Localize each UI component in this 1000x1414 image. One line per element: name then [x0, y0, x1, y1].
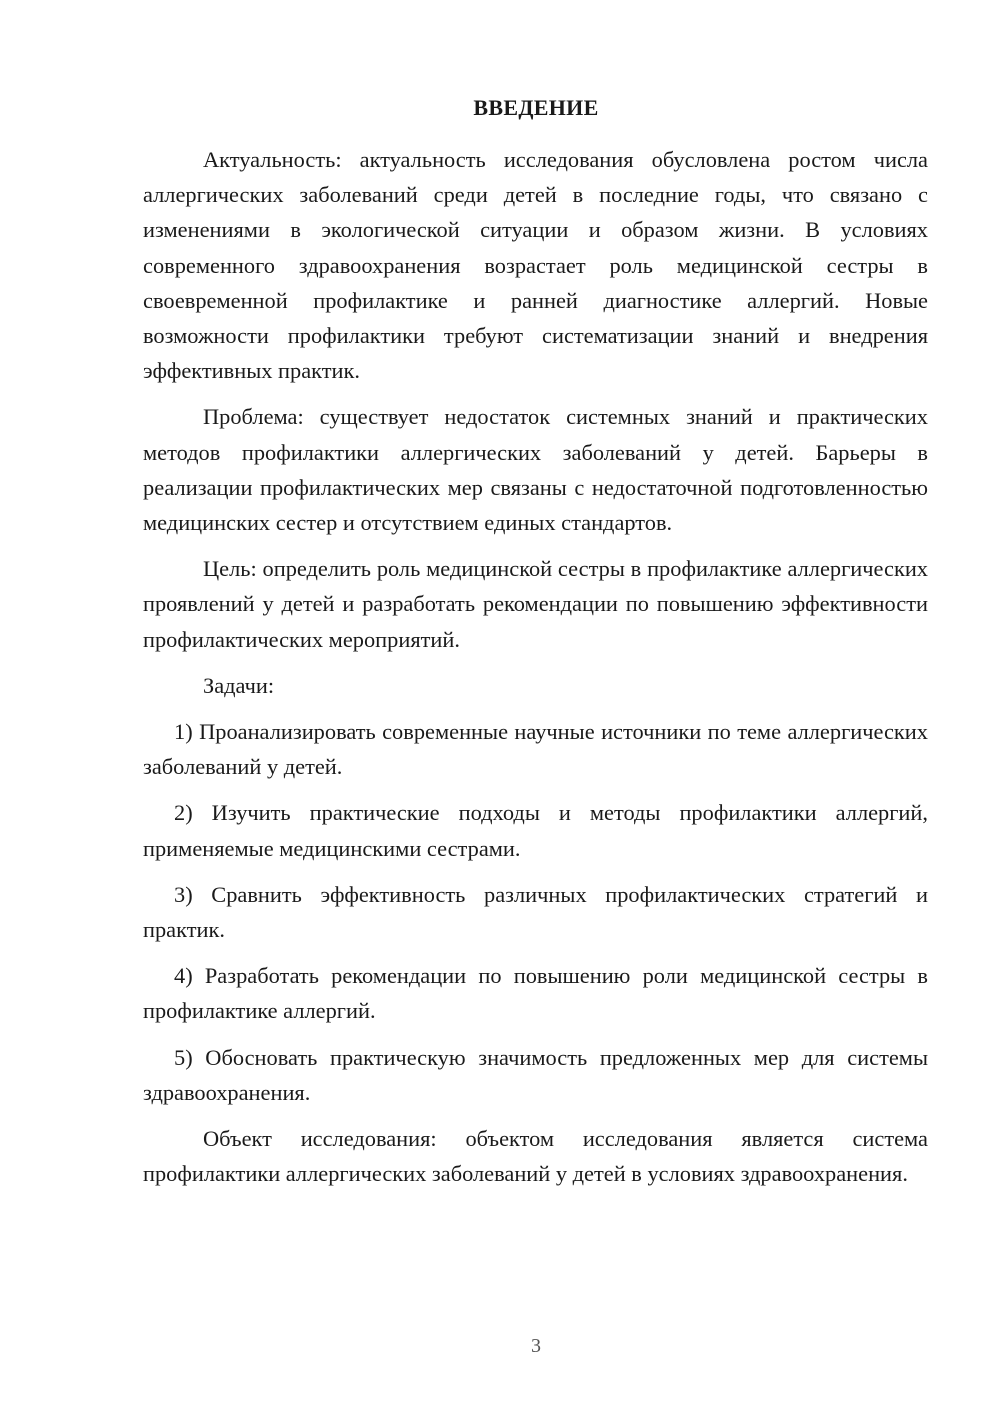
paragraph-problem: Проблема: существует недостаток системных знаний и практических методов профилактики аллергических заболеваний у детей. Барьеры в реализации профилактических мер связаны с недостаточной подготовленностью медицинских сестер и отсутствием единых стандартов.	[143, 404, 928, 536]
paragraph-relevance: Актуальность: актуальность исследования обусловлена ростом числа аллергических заболеваний среди детей в последние годы, что связано с изменениями в экологической ситуации и образом жизни. В условиях современного здравоохранения возрастает роль медицинской сестры в своевременной профилактике и ранней диагностике аллергий. Новые возможности профилактики требуют систематизации знаний и внедрения эффективных практик.	[143, 147, 928, 384]
task-item-3: 3) Сравнить эффективность различных профилактических стратегий и практик.	[143, 881, 928, 943]
paragraph-tasks-label: Задачи:	[203, 672, 275, 698]
paragraph-goal: Цель: определить роль медицинской сестры в профилактике аллергических проявлений у детей и разработать рекомендации по повышению эффективности профилактических мероприятий.	[143, 556, 928, 652]
task-item-4: 4) Разработать рекомендации по повышению роли медицинской сестры в профилактике аллергий.	[143, 963, 928, 1024]
body-text	[143, 142, 928, 1202]
page-number: 3	[531, 1335, 541, 1357]
task-item-5: 5) Обосновать практическую значимость предложенных мер для системы здравоохранения.	[143, 1044, 928, 1105]
paragraph-object: Объект исследования: объектом исследования является система профилактики аллергических заболеваний у детей в условиях здравоохранения.	[143, 1126, 928, 1187]
task-item-2: 2) Изучить практические подходы и методы профилактики аллергий, применяемые медицинскими сестрами.	[143, 800, 928, 861]
task-item-1: 1) Проанализировать современные научные источники по теме аллергических заболеваний у детей.	[143, 719, 928, 780]
section-heading: ВВЕДЕНИЕ	[473, 95, 599, 120]
